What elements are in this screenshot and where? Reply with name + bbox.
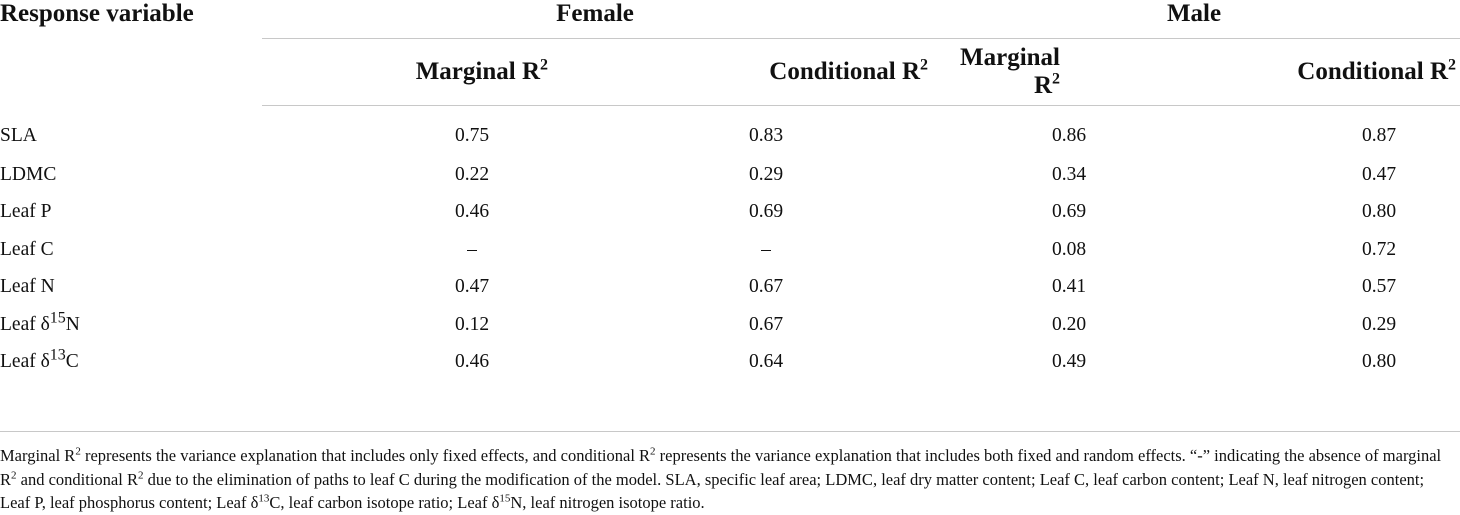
- table-footnote: Marginal $R^2$ represents the variance explanation that includes only fixed effects, and conditional $R^2$ represents the variance explanation that includes both fixed and random effects. “-” indicating the absence of marginal $R^2$ and conditional $R^2$ due to the elimination of paths to leaf C during the modification of the model. SLA, specific leaf area; LDMC, leaf dry matter content; Leaf C, leaf carbon content; Leaf N, leaf nitrogen content; Leaf P, leaf phosphorus content; Leaf $\delta^{13}C$, leaf carbon isotope ratio; Leaf $\delta^{15}N$, leaf nitrogen isotope ratio.: [0, 445, 1442, 512]
- table-row: [0, 344, 1460, 382]
- table-row: [0, 231, 1460, 269]
- row-label: LDMC: [0, 163, 57, 185]
- cell-value: 0.12: [454, 313, 490, 335]
- header-row-groups: [0, 0, 1460, 39]
- row-label: Leaf $\delta^{15}N$: [0, 309, 80, 335]
- table-body: [0, 106, 1460, 432]
- cell-value: 0.29: [1361, 313, 1397, 335]
- row-label: Leaf $\delta^{13}C$: [0, 346, 79, 373]
- cell-value: 0.87: [1361, 125, 1397, 146]
- row-label: Leaf C: [0, 238, 54, 260]
- cell-value: 0.69: [748, 201, 784, 223]
- cell-value: 0.20: [1051, 313, 1087, 335]
- header-female-marginal: Marginal $R^2$: [262, 39, 596, 106]
- table-row: [0, 106, 1460, 157]
- row-label: SLA: [0, 124, 37, 146]
- cell-value: 0.67: [748, 276, 784, 298]
- cell-value: 0.69: [1051, 201, 1087, 223]
- cell-value: 0.57: [1361, 276, 1397, 298]
- header-female-conditional: Conditional $R^2$: [596, 39, 928, 106]
- cell-value: 0.22: [454, 163, 490, 185]
- table-row: [0, 306, 1460, 344]
- cell-value: –: [467, 238, 477, 260]
- cell-value: 0.49: [1051, 351, 1087, 373]
- row-label: Leaf P: [0, 201, 52, 223]
- cell-value: 0.80: [1361, 201, 1397, 223]
- cell-value: 0.72: [1361, 238, 1397, 260]
- cell-value: 0.41: [1051, 276, 1087, 298]
- header-male-conditional: Conditional $R^2$: [1186, 39, 1460, 106]
- header-group-male: Male: [928, 0, 1460, 39]
- table-row: [0, 156, 1460, 194]
- cell-value: 0.75: [454, 125, 490, 146]
- cell-value: 0.67: [748, 313, 784, 335]
- header-response-variable: Response variable: [0, 0, 194, 27]
- header-male-marginal: Marginal $R^2$: [928, 39, 1186, 106]
- cell-value: 0.46: [454, 351, 490, 373]
- cell-value: 0.80: [1361, 351, 1397, 373]
- row-label: Leaf N: [0, 276, 55, 298]
- cell-value: 0.08: [1051, 238, 1087, 260]
- bottom-rule: [0, 381, 1460, 432]
- table-row: [0, 194, 1460, 232]
- cell-value: 0.86: [1051, 125, 1087, 146]
- header-group-female: Female: [262, 0, 928, 39]
- cell-value: 0.46: [454, 201, 490, 223]
- cell-value: 0.29: [748, 163, 784, 185]
- cell-value: 0.47: [1361, 163, 1397, 185]
- cell-value: 0.34: [1051, 163, 1087, 185]
- cell-value: 0.83: [748, 125, 784, 146]
- cell-value: 0.47: [454, 276, 490, 298]
- table-row: [0, 269, 1460, 307]
- cell-value: 0.64: [748, 351, 784, 373]
- cell-value: –: [761, 238, 771, 260]
